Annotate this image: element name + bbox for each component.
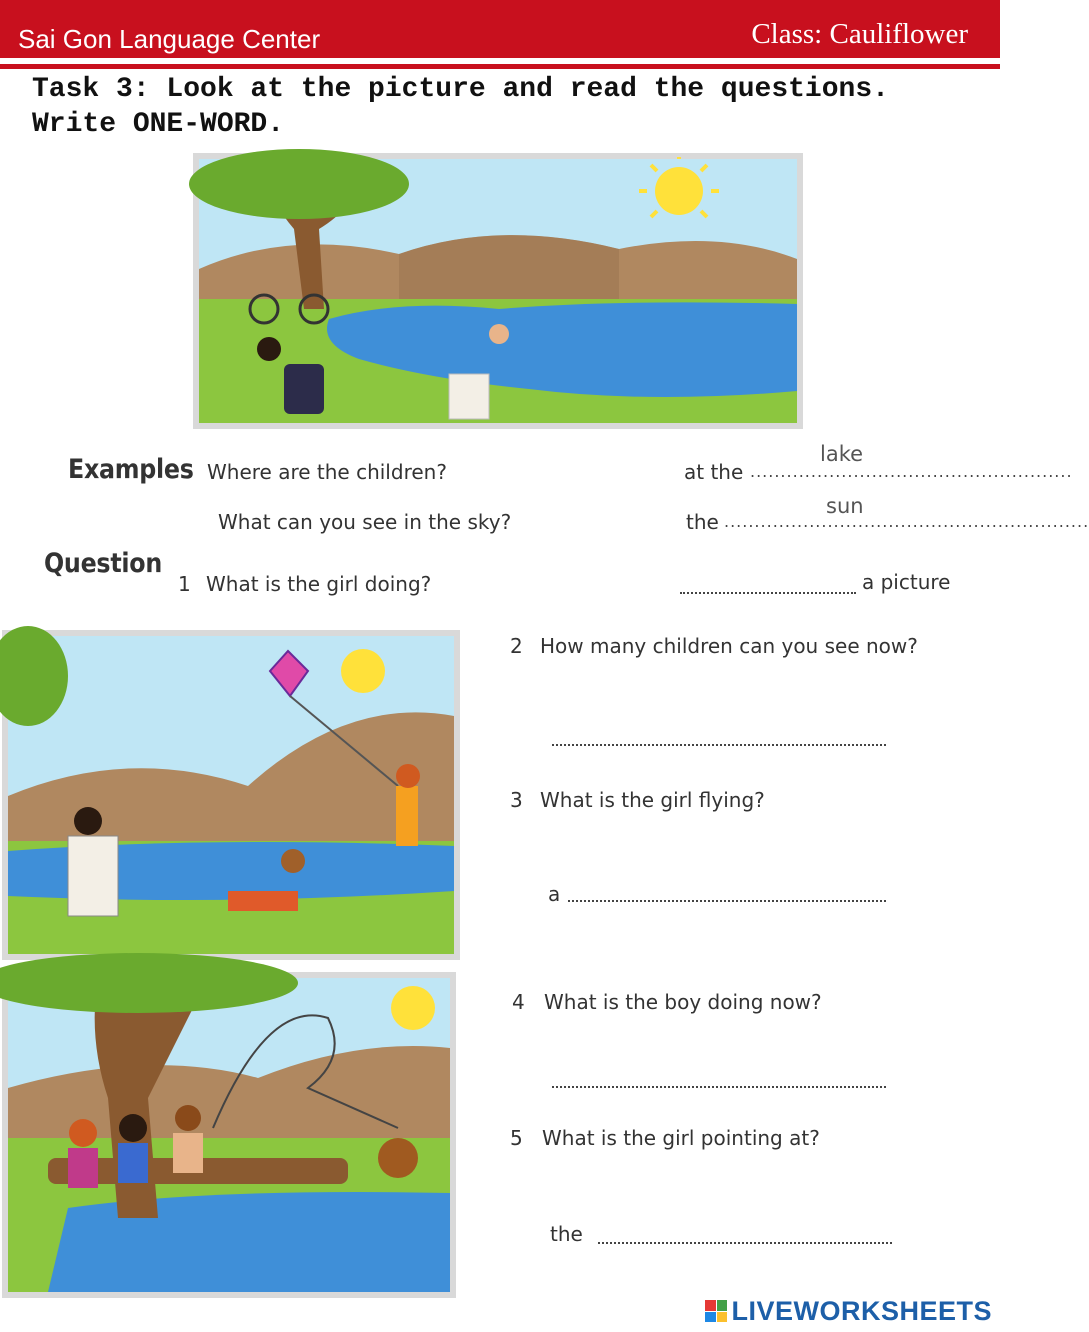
examples-heading: Examples [68,454,194,485]
picture-lake-scene-1 [193,153,803,429]
example-1-prefix: at the [684,460,744,484]
example-1-answer: lake [820,442,864,466]
question-3-number: 3 [510,788,523,812]
task-instruction: Task 3: Look at the picture and read the questions. Write ONE-WORD. [32,74,889,140]
picture-fishing-scene [2,972,456,1298]
example-1-blank: ..................................................... [750,462,1073,481]
example-1-question: Where are the children? [207,460,447,484]
question-4-number: 4 [512,990,525,1014]
question-5-prefix: the [550,1222,583,1246]
question-1-text: What is the girl doing? [206,572,432,596]
question-5-number: 5 [510,1126,523,1150]
question-4-answer-input[interactable] [552,1058,886,1088]
question-2-text: How many children can you see now? [540,634,918,658]
liveworksheets-logo [705,1296,992,1326]
question-3-text: What is the girl flying? [540,788,765,812]
question-2-number: 2 [510,634,523,658]
header-bar [0,0,1000,62]
class-label: Class: Cauliflower [751,18,968,50]
example-2-question: What can you see in the sky? [218,510,512,534]
picture-kite-scene [2,630,460,960]
example-2-prefix: the [686,510,719,534]
question-1-number: 1 [178,572,191,596]
question-1-suffix: a picture [862,570,951,594]
question-2-answer-input[interactable] [552,716,886,746]
example-2-answer: sun [826,494,864,518]
question-1-answer-input[interactable] [680,566,856,594]
school-name: Sai Gon Language Center [18,24,321,54]
header-divider [0,64,1000,69]
question-4-text: What is the boy doing now? [544,990,822,1014]
question-heading: Question [44,548,163,579]
question-3-prefix: a [548,882,561,906]
question-5-text: What is the girl pointing at? [542,1126,820,1150]
logo-text: LIVEWORKSHEETS [731,1295,992,1326]
example-2-blank: ............................................................ [724,512,1089,531]
question-5-answer-input[interactable] [598,1214,892,1244]
question-3-answer-input[interactable] [568,872,886,902]
logo-grid-icon [705,1300,727,1322]
